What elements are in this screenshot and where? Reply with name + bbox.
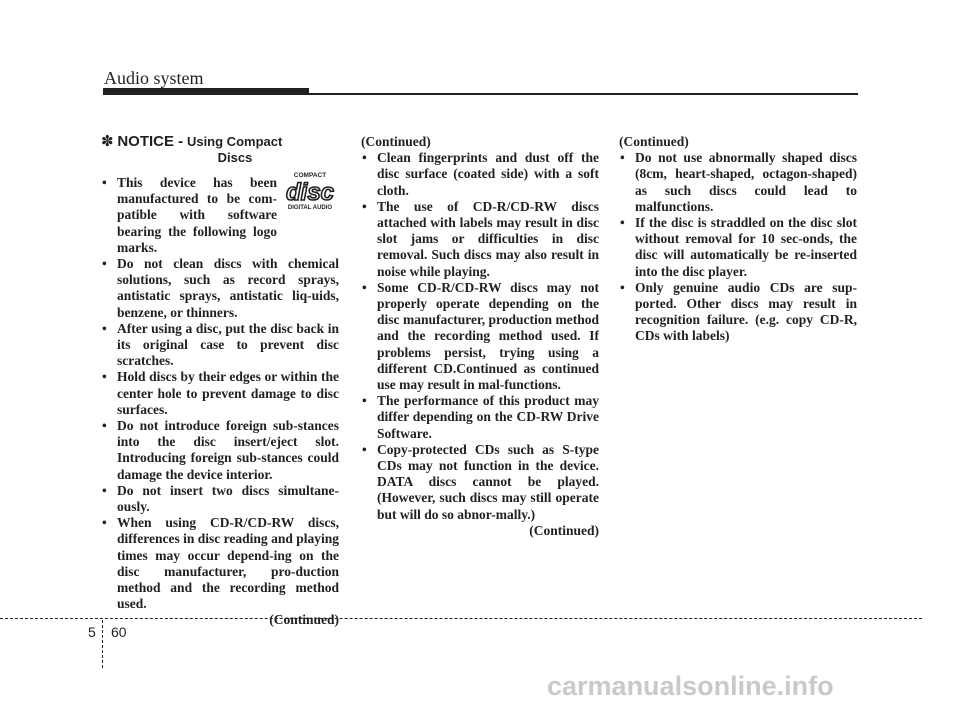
list-item: • Do not introduce foreign sub-stances into the disc insert/eject slot. Introducing foreign sub-stances could damage the device interior. bbox=[102, 418, 339, 483]
continued-label: (Continued) bbox=[529, 522, 599, 538]
list-item: • The performance of this product may differ depending on the CD-RW Drive Software. bbox=[362, 393, 599, 442]
notice-subtitle-1: Using Compact bbox=[186, 134, 283, 149]
chapter-number: 5 bbox=[88, 624, 96, 640]
notice-heading bbox=[101, 134, 339, 166]
cd-logo-bottom-text: DIGITAL AUDIO bbox=[287, 205, 333, 210]
notice-list-2 bbox=[361, 150, 599, 523]
list-item: • Some CD-R/CD-RW discs may not properly operate depending on the disc manufacturer, production method and the recording method used. If problems persist, trying using a different CD.Continued as continued use may result in mal-functions. bbox=[362, 280, 599, 393]
continued-label: (Continued) bbox=[619, 134, 689, 149]
watermark-logo: carmanualsonline.info bbox=[547, 671, 834, 701]
section-title: Audio system bbox=[104, 68, 204, 88]
header-rule-thin bbox=[103, 93, 858, 95]
list-item: • Hold discs by their edges or within the center hole to prevent damage to disc surfaces. bbox=[102, 369, 339, 418]
list-item: • Do not use abnormally shaped discs (8cm, heart-shaped, octagon-shaped) as such discs could lead to malfunctions. bbox=[620, 150, 857, 215]
list-item: • If the disc is straddled on the disc slot without removal for 10 sec-onds, the disc will automatically be re-inserted into the disc player. bbox=[620, 215, 857, 280]
footer-vertical-divider bbox=[102, 620, 103, 668]
list-item: • Do not clean discs with chemical solutions, such as record sprays, antistatic sprays, antistatic liq-uids, benzene, or thinners. bbox=[102, 256, 339, 321]
list-item: • Do not insert two discs simultane-ously. bbox=[102, 483, 339, 515]
cd-logo-top-text: COMPACT bbox=[293, 172, 327, 179]
compact-disc-logo bbox=[280, 170, 340, 210]
footer-divider bbox=[0, 618, 922, 619]
list-item: • When using CD-R/CD-RW discs, differences in disc reading and playing times may occur depend-ing on the disc manufacturer, pro-duction method and the recording method used. bbox=[102, 515, 339, 612]
cd-logo-middle-text: disc bbox=[285, 179, 335, 206]
continued-label: (Continued) bbox=[361, 134, 431, 149]
list-item: • Only genuine audio CDs are sup-ported. Other discs may result in recognition failure. (e.g. copy CD-R, CDs with labels) bbox=[620, 280, 857, 345]
notice-subtitle-2: Discs bbox=[217, 150, 253, 165]
notice-label: NOTICE - bbox=[117, 133, 184, 150]
list-item: • Copy-protected CDs such as S-type CDs may not function in the device. DATA discs cannot be played. (However, such discs may still operate but will do so abnor-mally.) bbox=[362, 442, 599, 523]
list-item: • Clean fingerprints and dust off the disc surface (coated side) with a soft cloth. bbox=[362, 150, 599, 199]
list-item: • The use of CD-R/CD-RW discs attached with labels may result in disc slot jams or difficulties in disc removal. Such discs may also result in noise while playing. bbox=[362, 199, 599, 280]
column-2 bbox=[361, 134, 599, 539]
continued-label: (Continued) bbox=[269, 612, 339, 628]
list-item: • This device has been manufactured to be com-patible with software bearing the following logo marks. bbox=[102, 175, 339, 256]
column-3 bbox=[619, 134, 857, 345]
notice-list-3 bbox=[619, 150, 857, 344]
notice-star-icon: ✽ bbox=[101, 133, 114, 150]
page-number: 60 bbox=[111, 624, 127, 640]
list-item: • After using a disc, put the disc back in its original case to prevent disc scratches. bbox=[102, 321, 339, 370]
notice-list-1 bbox=[101, 175, 339, 612]
